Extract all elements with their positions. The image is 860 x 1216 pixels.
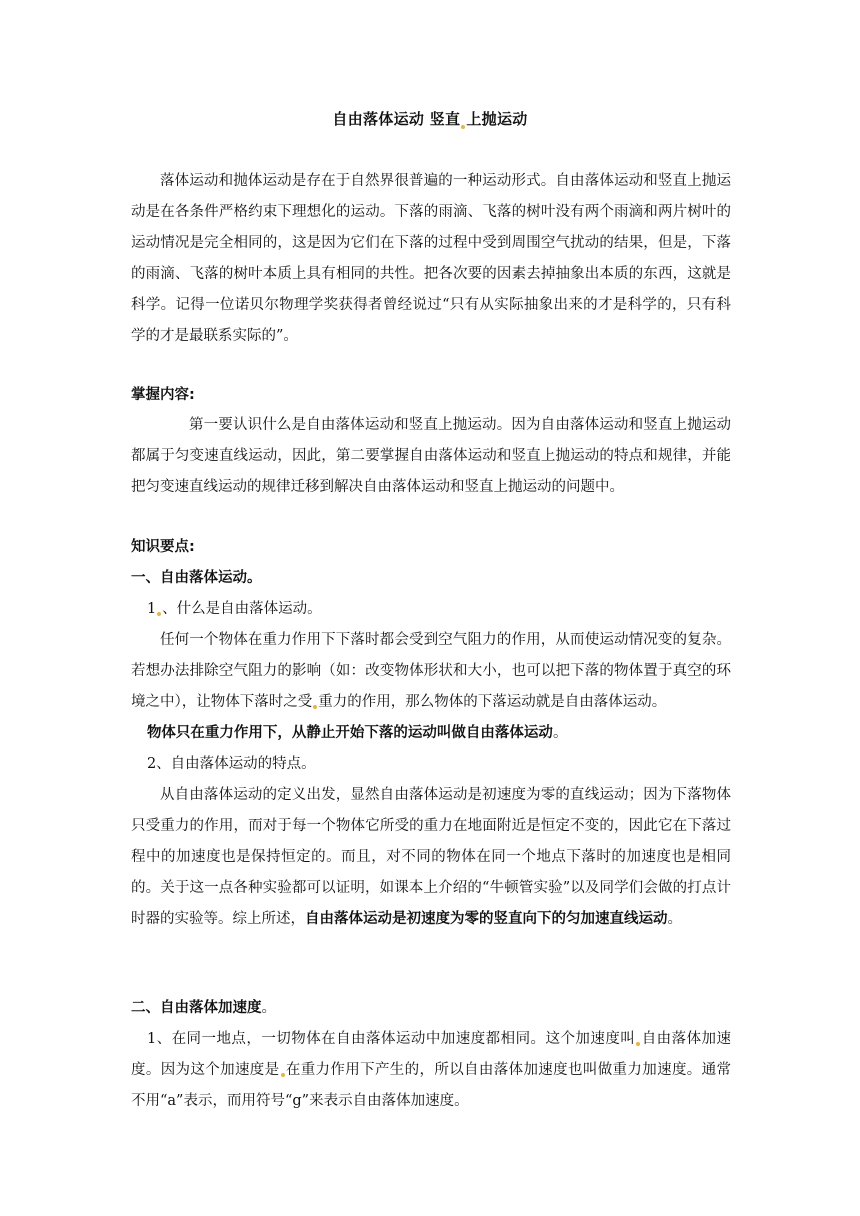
item1-text: 、什么是自由落体运动。 xyxy=(162,601,322,617)
annotation-mark xyxy=(636,1042,640,1046)
intro-text: 落体运动和抛体运动是存在于自然界很普遍的一种运动形式。自由落体运动和竖直上抛运动是在各条件严格约束下理想化的运动。下落的雨滴、飞落的树叶没有两个雨滴和两片树叶的运动情况是完全相同的，这是因为它们在下落的过程中受到周围空气扰动的结果，但是，下落的雨滴、飞落的树叶本质上具有相同的共性。把各次要的因素去掉抽象出本质的东西，这就是科学。记得一位诺贝尔物理学奖获得者曾经说过“只有从实际抽象出来的才是科学的，只有科学的才是最联系实际的”。 xyxy=(131,173,731,344)
para3-text-c: 在重力作用下产生的，所以自由落体加速度也叫做重力加速度。通常不用“a”表示，而用符号“g”来表示自由落体加速度。 xyxy=(131,1062,731,1109)
item2-heading: 2、自由落体运动的特点。 xyxy=(146,756,316,772)
para2 xyxy=(131,780,731,935)
definition-text: 物体只在重力作用下，从静止开始下落的运动叫做自由落体运动 xyxy=(146,725,553,741)
section2-heading-text: 二、自由落体加速度 xyxy=(131,1000,262,1016)
para2-period: 。 xyxy=(667,911,682,927)
knowledge-heading: 知识要点: xyxy=(131,539,195,555)
section1-heading: 一、自由落体运动。 xyxy=(131,570,262,586)
mastery-paragraph xyxy=(131,410,731,503)
para1-text-a: 任何一个物体在重力作用下下落时都会受到空气阻力的作用，从而使运动情况变的复杂。若想办法排除空气阻力的影响（如：改变物体形状和大小，也可以把下落的物体置于真空的环境之中），让物体下落时之受 xyxy=(131,632,731,710)
section2-period: 。 xyxy=(261,1000,276,1016)
document-title xyxy=(0,108,860,129)
para3-text-b: 自由落体加速度。因为这个加速度是 xyxy=(131,1031,731,1078)
para2-text: 从自由落体运动的定义出发，显然自由落体运动是初速度为零的直线运动；因为下落物体只受重力的作用，而对于每一个物体它所受的重力在地面附近是恒定不变的，因此它在下落过程中的加速度也是保持恒定的。而且，对不同的物体在同一个地点下落时的加速度也是相同的。关于这一点各种实验都可以证明，如课本上介绍的“牛顿管实验”以及同学们会做的打点计时器的实验等。综上所述， xyxy=(131,787,731,927)
para3-text-a: 1、在同一地点，一切物体在自由落体运动中加速度都相同。这个加速度叫 xyxy=(146,1031,636,1047)
mastery-text: 第一要认识什么是自由落体运动和竖直上抛运动。因为自由落体运动和竖直上抛运动都属于匀变速直线运动，因此，第二要掌握自由落体运动和竖直上抛运动的特点和规律，并能把匀变速直线运动的规律迁移到解决自由落体运动和竖直上抛运动的问题中。 xyxy=(131,417,731,495)
annotation-mark xyxy=(313,705,317,709)
title-text-1: 自由落体运动 竖直 xyxy=(332,110,461,128)
para1-text-b: 重力的作用，那么物体的下落运动就是自由落体运动。 xyxy=(318,694,667,710)
item1-heading xyxy=(131,594,731,625)
annotation-mark xyxy=(281,1073,285,1077)
para2-bold-text: 自由落体运动是初速度为零的竖直向下的匀加速直线运动 xyxy=(305,911,668,927)
intro-paragraph xyxy=(131,166,731,352)
definition-period: 。 xyxy=(552,725,568,741)
item1-number: 1 xyxy=(146,601,157,617)
para3 xyxy=(131,1024,731,1117)
section2-body xyxy=(131,1024,731,1117)
annotation-mark xyxy=(461,125,465,129)
para1 xyxy=(131,625,731,718)
title-text-2: 上抛运动 xyxy=(466,110,528,128)
mastery-heading: 掌握内容: xyxy=(131,387,195,403)
section2-heading xyxy=(131,993,276,1024)
section1-body xyxy=(131,594,731,935)
annotation-mark xyxy=(157,612,161,616)
definition xyxy=(131,718,731,749)
